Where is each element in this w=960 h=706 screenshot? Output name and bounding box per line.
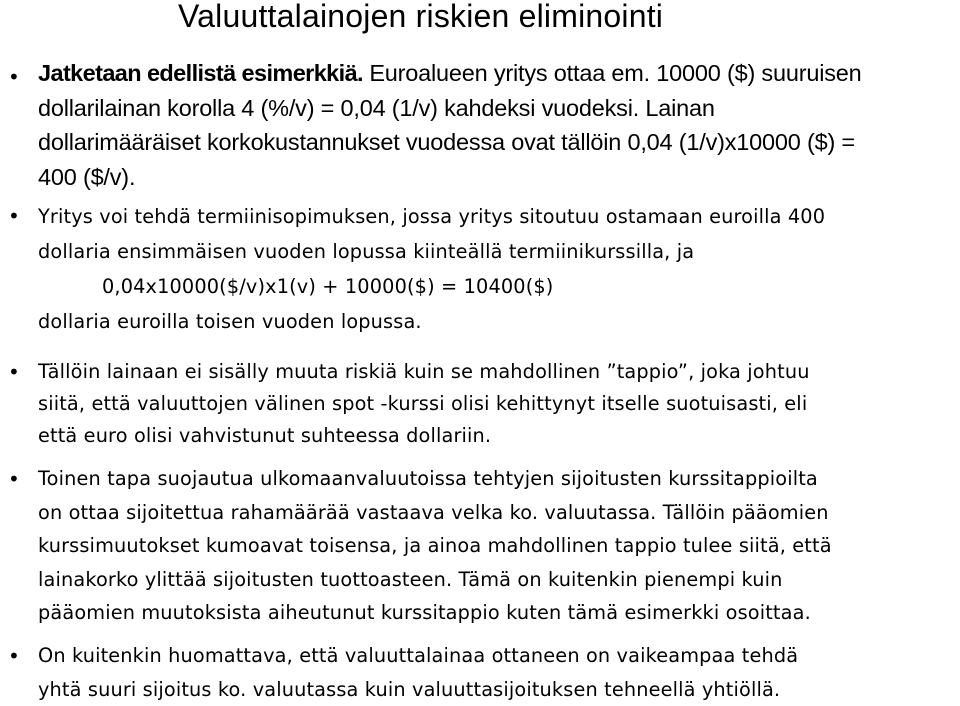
paragraph-line: 400 ($/v). [38, 160, 956, 195]
bullet-paragraph-5 [38, 639, 956, 706]
formula-line: 0,04x10000($/v)x1(v) + 10000($) = 10400($) [38, 269, 956, 304]
paragraph-line [38, 56, 956, 91]
bullet-marker: • [8, 468, 22, 490]
paragraph-line: dollarilainan korolla 4 (%/v) = 0,04 (1/v) kahdeksi vuodeksi. Lainan [38, 91, 956, 126]
paragraph-line: pääomien muutoksista aiheutunut kurssitappio kuten tämä esimerkki osoittaa. [38, 596, 956, 630]
paragraph-line: siitä, että valuuttojen välinen spot -kurssi olisi kehittynyt itselle suotuisasti, eli [38, 388, 956, 420]
bullet-marker: • [8, 361, 22, 383]
slide-title: Valuuttalainojen riskien eliminointi [178, 0, 663, 34]
paragraph-line: On kuitenkin huomattava, että valuuttalainaa ottaneen on vaikeampaa tehdä [38, 639, 956, 673]
paragraph-line: lainakorko ylittää sijoitusten tuottoasteen. Tämä on kuitenkin pienempi kuin [38, 563, 956, 597]
paragraph-line: kurssimuutokset kumoavat toisensa, ja ainoa mahdollinen tappio tulee siitä, että [38, 529, 956, 563]
paragraph-line: dollaria euroilla toisen vuoden lopussa. [38, 304, 956, 339]
bullet-paragraph-4 [38, 462, 956, 630]
line-text: Euroalueen yritys ottaa em. 10000 ($) suuruisen [363, 60, 862, 86]
paragraph-line: dollaria ensimmäisen vuoden lopussa kiinteällä termiinikurssilla, ja [38, 234, 956, 269]
bullet-marker: • [8, 645, 22, 667]
bullet-marker: • [8, 66, 22, 88]
paragraph-line: on ottaa sijoitettua rahamäärää vastaava velka ko. valuutassa. Tällöin pääomien [38, 496, 956, 530]
bullet-paragraph-2 [38, 199, 956, 339]
paragraph-line: Yritys voi tehdä termiinisopimuksen, jossa yritys sitoutuu ostamaan euroilla 400 [38, 199, 956, 234]
paragraph-line: Tällöin lainaan ei sisälly muuta riskiä kuin se mahdollinen ”tappio”, joka johtuu [38, 356, 956, 388]
bullet-paragraph-3 [38, 356, 956, 452]
paragraph-line: dollarimääräiset korkokustannukset vuodessa ovat tällöin 0,04 (1/v)x10000 ($) = [38, 125, 956, 160]
bullet-marker: • [8, 205, 22, 227]
bullet-paragraph-1 [38, 56, 956, 194]
paragraph-line: että euro olisi vahvistunut suhteessa dollariin. [38, 420, 956, 452]
paragraph-line: Toinen tapa suojautua ulkomaanvaluutoissa tehtyjen sijoitusten kurssitappioilta [38, 462, 956, 496]
bold-lead-text: Jatketaan edellistä esimerkkiä. [38, 60, 363, 86]
paragraph-line: yhtä suuri sijoitus ko. valuutassa kuin valuuttasijoituksen tehneellä yhtiöllä. [38, 673, 956, 706]
